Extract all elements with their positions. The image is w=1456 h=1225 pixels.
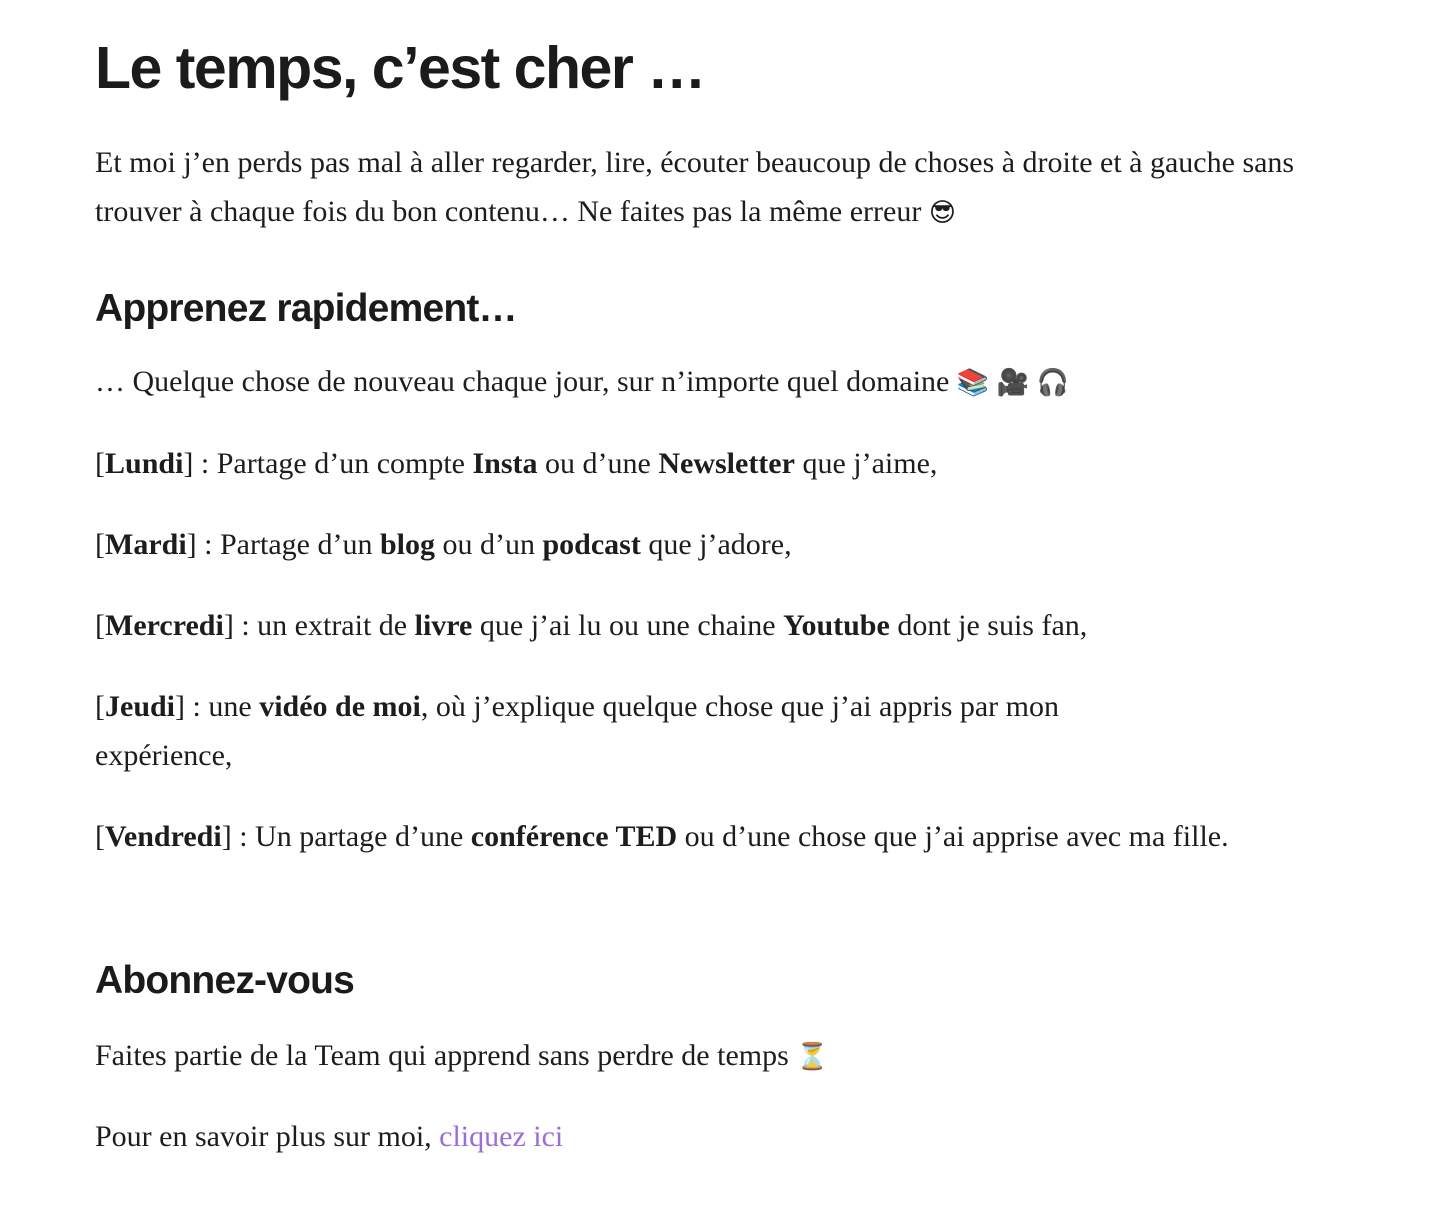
day-text: que j’adore, — [640, 528, 792, 561]
day-text: que j’ai lu ou une chaine — [472, 609, 784, 642]
day-highlight: Newsletter — [658, 447, 795, 480]
movie-camera-emoji-icon: 🎥 — [996, 368, 1030, 398]
learn-lead-paragraph — [95, 357, 1325, 408]
day-item-mercredi: [Mercredi] : un extrait de livre que j’ai lu ou une chaine Youtube dont je suis fan, — [95, 609, 1088, 642]
books-emoji-icon: 📚 — [956, 368, 990, 398]
day-highlight: blog — [379, 528, 435, 561]
about-text: Pour en savoir plus sur moi, — [95, 1120, 440, 1153]
day-text: dont je suis fan, — [889, 609, 1088, 642]
day-item-lundi: [Lundi] : Partage d’un compte Insta ou d’une Newsletter que j’aime, — [95, 447, 938, 480]
learn-lead-text: … Quelque chose de nouveau chaque jour, sur n’importe quel domaine — [95, 365, 950, 398]
day-label: Mercredi — [105, 609, 224, 642]
day-text: : Partage d’un compte — [193, 447, 473, 480]
headphones-emoji-icon: 🎧 — [1036, 368, 1069, 398]
day-highlight: vidéo de moi — [259, 690, 421, 723]
day-label: Mardi — [105, 528, 187, 561]
about-paragraph — [95, 1112, 1325, 1161]
day-label: Jeudi — [105, 690, 176, 723]
day-text: ou d’un — [434, 528, 543, 561]
day-item-jeudi: [Jeudi] : une vidéo de moi, où j’explique quelque chose que j’ai appris par mon expérience, — [95, 690, 1060, 772]
hourglass-emoji-icon: ⏳ — [796, 1042, 829, 1072]
day-item-vendredi: [Vendredi] : Un partage d’une conférence TED ou d’une chose que j’ai apprise avec ma fille. — [95, 820, 1229, 853]
day-text: : Un partage d’une — [231, 820, 471, 853]
intro-text: Et moi j’en perds pas mal à aller regarder, lire, écouter beaucoup de choses à droite et à gauche sans trouver à chaque fois du bon contenu… Ne faites pas la même erreur — [95, 146, 1295, 228]
day-text: ou d’une — [537, 447, 659, 480]
day-text: ou d’une chose que j’ai apprise avec ma fille. — [677, 820, 1229, 853]
day-highlight: livre — [414, 609, 473, 642]
subscribe-paragraph — [95, 1031, 1325, 1082]
sunglasses-emoji-icon: 😎 — [928, 198, 956, 228]
day-highlight: conférence TED — [470, 820, 678, 853]
section-heading-subscribe: Abonnez-vous — [95, 959, 355, 1002]
day-highlight: podcast — [542, 528, 641, 561]
day-text: que j’aime, — [794, 447, 938, 480]
intro-paragraph — [95, 138, 1325, 238]
day-text: , où j’explique quelque chose que j’ai appris par mon expérience, — [95, 690, 1060, 772]
day-text: : une — [185, 690, 260, 723]
subscribe-text: Faites partie de la Team qui apprend sans perdre de temps — [95, 1039, 789, 1072]
day-highlight: Insta — [472, 447, 538, 480]
section-heading-learn: Apprenez rapidement… — [95, 287, 517, 330]
day-item-mardi: [Mardi] : Partage d’un blog ou d’un podcast que j’adore, — [95, 528, 792, 561]
day-label: Lundi — [105, 447, 184, 480]
page-title: Le temps, c’est cher … — [95, 35, 705, 101]
day-label: Vendredi — [105, 820, 222, 853]
day-text: : Partage d’un — [196, 528, 380, 561]
about-me-link[interactable]: cliquez ici — [439, 1120, 564, 1153]
day-highlight: Youtube — [783, 609, 890, 642]
day-text: : un extrait de — [233, 609, 415, 642]
